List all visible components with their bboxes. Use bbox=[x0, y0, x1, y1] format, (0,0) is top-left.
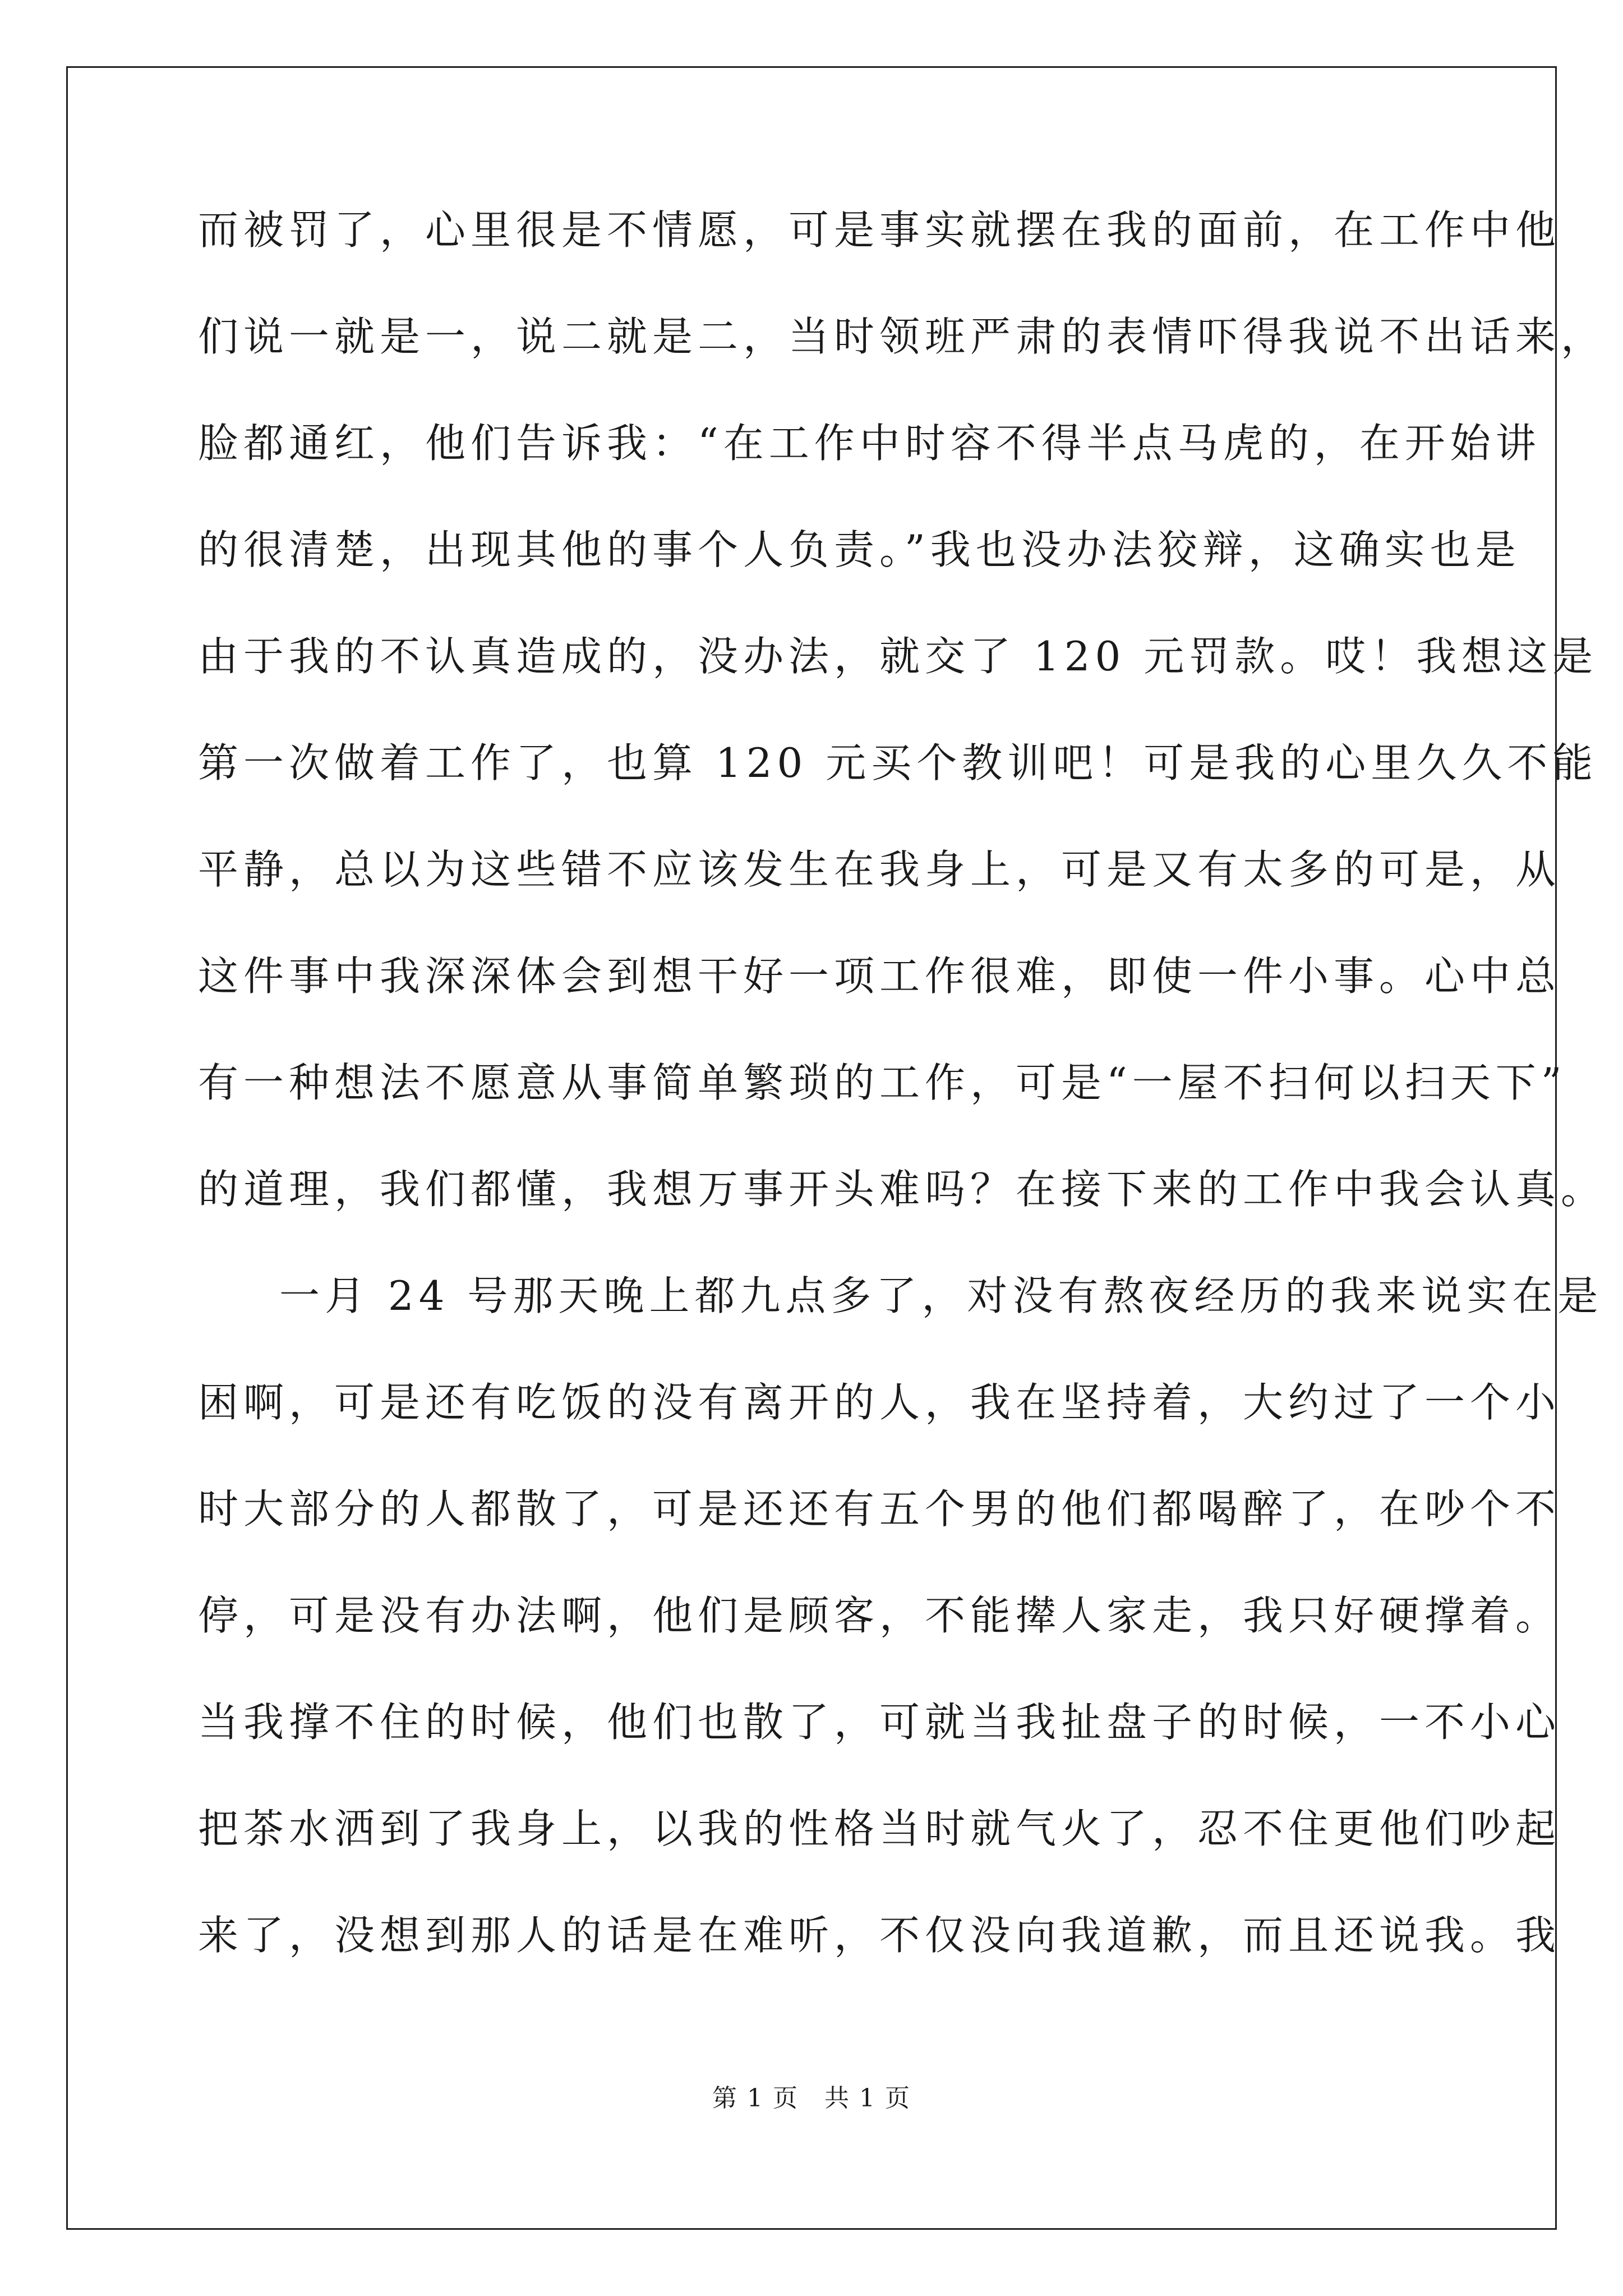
text-line: 而被罚了，心里很是不情愿，可是事实就摆在我的面前，在工作中他 bbox=[198, 206, 1561, 254]
text-line: 有一种想法不愿意从事简单繁琐的工作，可是“一屋不扫何以扫天下” bbox=[198, 1059, 1567, 1106]
text-line: 们说一就是一，说二就是二，当时领班严肃的表情吓得我说不出话来， bbox=[198, 313, 1607, 360]
text-line: 把茶水洒到了我身上，以我的性格当时就气火了，忍不住更他们吵起 bbox=[198, 1805, 1561, 1852]
text-line: 的很清楚，出现其他的事个人负责。”我也没办法狡辩，这确实也是 bbox=[198, 526, 1521, 573]
text-line: 困啊，可是还有吃饭的没有离开的人，我在坚持着，大约过了一个小 bbox=[198, 1379, 1561, 1426]
page-number-footer: 第 1 页 共 1 页 bbox=[712, 2084, 911, 2113]
text-line: 脸都通红，他们告诉我：“在工作中时容不得半点马虎的，在开始讲 bbox=[198, 420, 1541, 467]
text-line: 由于我的不认真造成的，没办法，就交了 120 元罚款。哎！我想这是 bbox=[198, 633, 1598, 680]
text-line: 停，可是没有办法啊，他们是顾客，不能撵人家走，我只好硬撑着。 bbox=[198, 1592, 1561, 1639]
text-line: 第一次做着工作了，也算 120 元买个教训吧！可是我的心里久久不能 bbox=[198, 739, 1598, 786]
page-border bbox=[66, 66, 1557, 2230]
text-line: 时大部分的人都散了，可是还还有五个男的他们都喝醉了，在吵个不 bbox=[198, 1485, 1561, 1533]
text-line: 当我撑不住的时候，他们也散了，可就当我扯盘子的时候，一不小心 bbox=[198, 1699, 1561, 1746]
text-line: 来了，没想到那人的话是在难听，不仅没向我道歉，而且还说我。我 bbox=[198, 1912, 1561, 1959]
paragraph-start-line: 一月 24 号那天晚上都九点多了，对没有熬夜经历的我来说实在是 bbox=[279, 1272, 1603, 1319]
text-line: 平静，总以为这些错不应该发生在我身上，可是又有太多的可是，从 bbox=[198, 846, 1561, 893]
text-line: 的道理，我们都懂，我想万事开头难吗？在接下来的工作中我会认真。 bbox=[198, 1166, 1607, 1213]
text-line: 这件事中我深深体会到想干好一项工作很难，即使一件小事。心中总 bbox=[198, 953, 1561, 1000]
